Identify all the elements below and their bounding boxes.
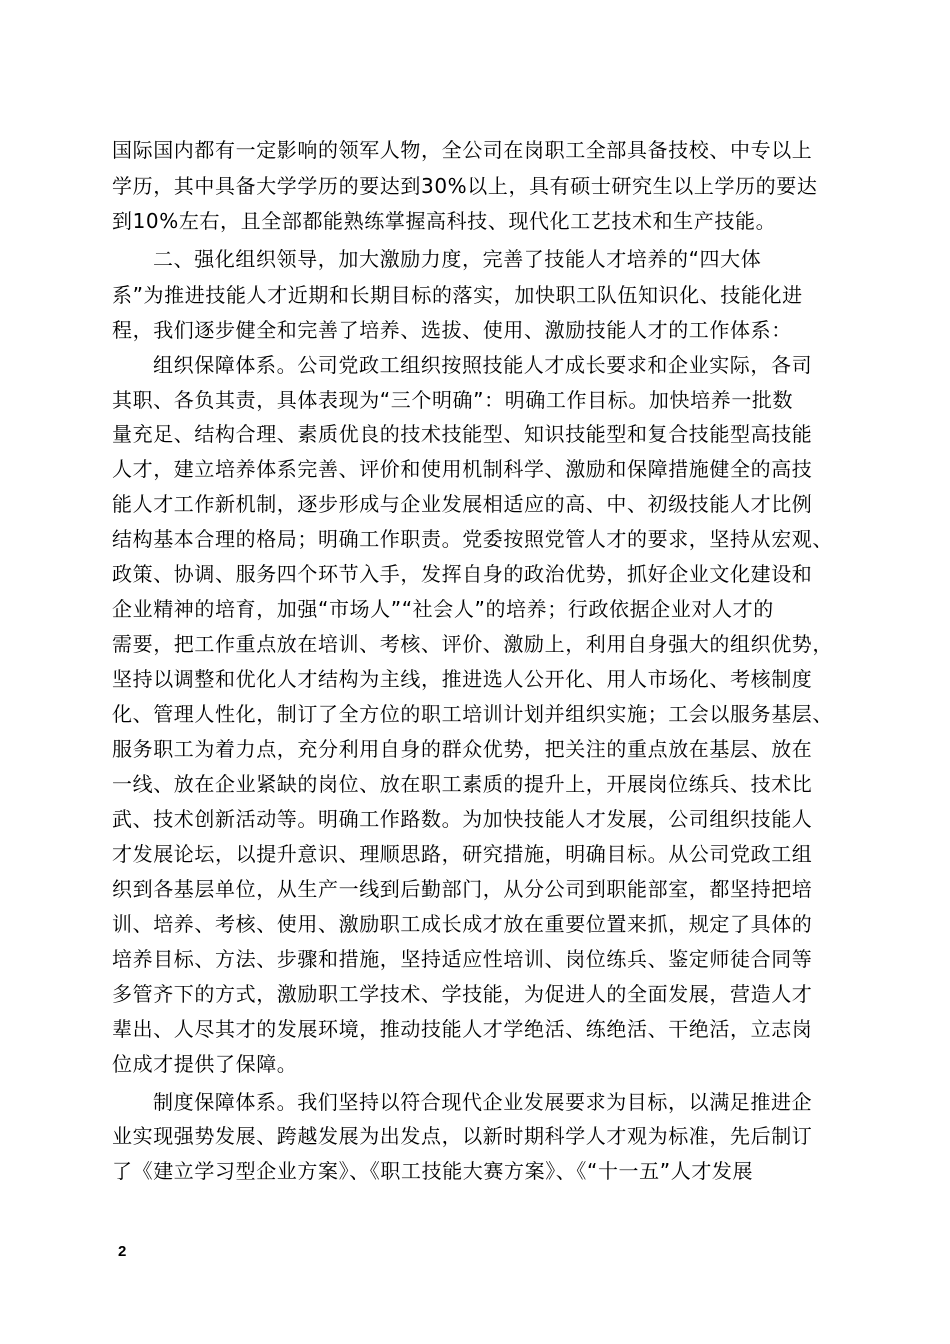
text-line: 结构基本合理的格局；明确工作职责。党委按照党管人才的要求，坚持从宏观、 bbox=[112, 527, 833, 551]
text-line: 化、管理人性化，制订了全方位的职工培训计划并组织实施；工会以服务基层、 bbox=[112, 702, 833, 726]
text-line: 系”为推进技能人才近期和长期目标的落实，加快职工队伍知识化、技能化进 bbox=[112, 283, 803, 307]
text-line: 多管齐下的方式，激励职工学技术、学技能，为促进人的全面发展，营造人才 bbox=[112, 982, 813, 1006]
text-line: 一线、放在企业紧缺的岗位、放在职工素质的提升上，开展岗位练兵、技术比 bbox=[112, 772, 813, 796]
text-line: 企业精神的培育，加强“市场人”“社会人”的培养；行政依据企业对人才的 bbox=[112, 597, 774, 621]
text-line: 需要，把工作重点放在培训、考核、评价、激励上，利用自身强大的组织优势， bbox=[112, 632, 833, 656]
text-line: 程，我们逐步健全和完善了培养、选拔、使用、激励技能人才的工作体系： bbox=[112, 318, 792, 342]
text-line: 才发展论坛，以提升意识、理顺思路，研究措施，明确目标。从公司党政工组 bbox=[112, 842, 813, 866]
page-number: 2 bbox=[118, 1243, 127, 1260]
text-line: 辈出、人尽其才的发展环境，推动技能人才学绝活、练绝活、干绝活，立志岗 bbox=[112, 1017, 813, 1041]
text-line: 武、技术创新活动等。明确工作路数。为加快技能人才发展，公司组织技能人 bbox=[112, 807, 813, 831]
text-line: 组织保障体系。公司党政工组织按照技能人才成长要求和企业实际，各司 bbox=[153, 353, 813, 377]
text-line: 量充足、结构合理、素质优良的技术技能型、知识技能型和复合技能型高技能 bbox=[112, 422, 813, 446]
text-line: 了《建立学习型企业方案》、《职工技能大赛方案》、《“十一五”人才发展 bbox=[112, 1159, 754, 1183]
text-line: 培养目标、方法、步骤和措施，坚持适应性培训、岗位练兵、鉴定师徒合同等 bbox=[112, 947, 813, 971]
text-line: 学历，其中具备大学学历的要达到30%以上，具有硕士研究生以上学历的要达 bbox=[112, 174, 818, 198]
text-line: 服务职工为着力点，充分利用自身的群众优势，把关注的重点放在基层、放在 bbox=[112, 737, 813, 761]
text-line: 业实现强势发展、跨越发展为出发点，以新时期科学人才观为标准，先后制订 bbox=[112, 1124, 813, 1148]
text-line: 能人才工作新机制，逐步形成与企业发展相适应的高、中、初级技能人才比例 bbox=[112, 492, 813, 516]
text-line: 训、培养、考核、使用、激励职工成长成才放在重要位置来抓，规定了具体的 bbox=[112, 912, 813, 936]
text-line: 织到各基层单位，从生产一线到后勤部门，从分公司到职能部室，都坚持把培 bbox=[112, 877, 813, 901]
text-line: 人才，建立培养体系完善、评价和使用机制科学、激励和保障措施健全的高技 bbox=[112, 457, 813, 481]
text-line: 国际国内都有一定影响的领军人物，全公司在岗职工全部具备技校、中专以上 bbox=[112, 138, 813, 162]
text-line: 坚持以调整和优化人才结构为主线，推进选人公开化、用人市场化、考核制度 bbox=[112, 667, 813, 691]
text-line: 制度保障体系。我们坚持以符合现代企业发展要求为目标，以满足推进企 bbox=[153, 1090, 813, 1114]
text-line: 其职、各负其责，具体表现为“三个明确”：明确工作目标。加快培养一批数 bbox=[112, 388, 794, 412]
text-line: 政策、协调、服务四个环节入手，发挥自身的政治优势，抓好企业文化建设和 bbox=[112, 562, 813, 586]
text-line: 到10%左右，且全部都能熟练掌握高科技、现代化工艺技术和生产技能。 bbox=[112, 209, 777, 233]
text-line: 位成才提供了保障。 bbox=[112, 1052, 298, 1076]
text-line: 二、强化组织领导，加大激励力度，完善了技能人才培养的“四大体 bbox=[153, 247, 762, 271]
